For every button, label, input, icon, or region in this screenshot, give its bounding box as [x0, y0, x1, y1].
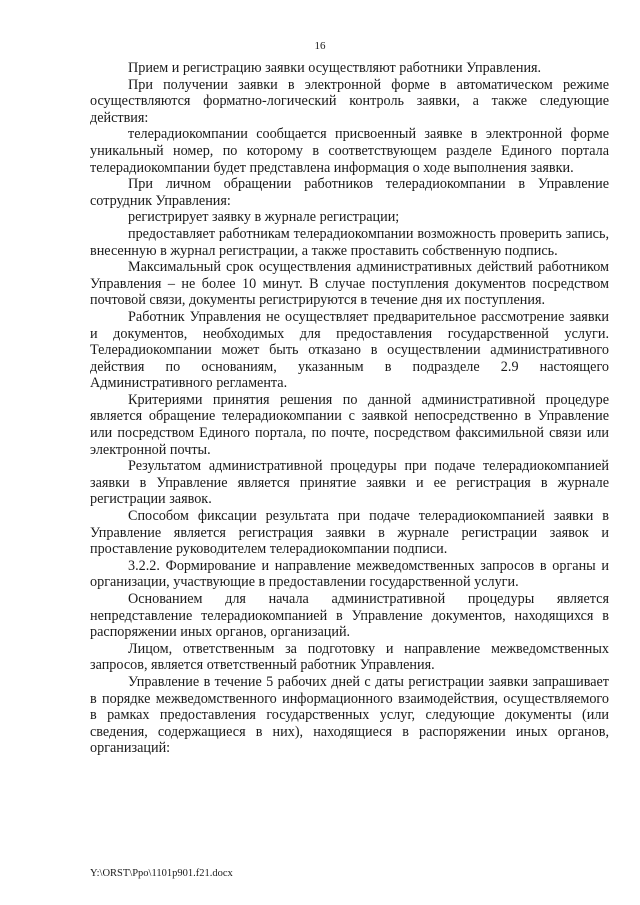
- page-number: 16: [314, 40, 326, 52]
- paragraph-personal-visit: При личном обращении работников телерадиокомпании в Управление сотрудник Управления:: [90, 176, 609, 209]
- paragraph-reception: Прием и регистрацию заявки осуществляют работники Управления.: [128, 60, 542, 76]
- paragraph-section-3-2-2: 3.2.2. Формирование и направление межведомственных запросов в органы и организации, участвующие в предоставлении государственной услуги.: [90, 557, 609, 591]
- paragraph-no-preliminary-review: Работник Управления не осуществляет предварительное рассмотрение заявки и документов, необходимых для предоставления государственной услуги. Телерадиокомпании может быть отказано в осуществлении административного действия по основаниям, указанным в подразделе 2.9 настоящего Административного регламента.: [90, 308, 609, 392]
- paragraph-verify-record: предоставляет работникам телерадиокомпании возможность проверить запись, внесенную в журнал регистрации, а также проставить собственную подпись.: [90, 225, 609, 259]
- paragraph-decision-criteria: Критериями принятия решения по данной административной процедуре является обращение телерадиокомпании с заявкой непосредственно в Управление или посредством Единого портала, по почте, посредством факсимильной связи или электронной почты.: [90, 391, 609, 458]
- paragraph-result-fixation: Способом фиксации результата при подаче телерадиокомпанией заявки в Управление является регистрация заявки в журнале регистрации заявок и проставление руководителем телерадиокомпании подписи.: [90, 508, 609, 558]
- paragraph-register-journal: регистрирует заявку в журнале регистрации;: [128, 209, 400, 226]
- paragraph-procedure-result: Результатом административной процедуры при подаче телерадиокомпанией заявки в Управление является принятие заявки и ее регистрация в журнале регистрации заявок.: [90, 458, 609, 508]
- paragraph-electronic-form: При получении заявки в электронной форме в автоматическом режиме осуществляются форматно-логический контроль заявки, а также следующие действия:: [90, 76, 609, 126]
- paragraph-unique-number: телерадиокомпании сообщается присвоенный заявке в электронной форме уникальный номер, по которому в соответствующем разделе Единого портала телерадиокомпании будет представлена информация о ходе выполнения заявки.: [90, 126, 609, 176]
- paragraph-procedure-basis: Основанием для начала административной процедуры является непредставление телерадиокомпанией в Управление документов, находящихся в распоряжении иных органов, организаций.: [90, 591, 609, 641]
- paragraph-responsible-person: Лицом, ответственным за подготовку и направление межведомственных запросов, является ответственный работник Управления.: [90, 640, 609, 674]
- footer-file-path: Y:\ORST\Ppo\1101p901.f21.docx: [90, 868, 233, 879]
- paragraph-interagency-request: Управление в течение 5 рабочих дней с даты регистрации заявки запрашивает в порядке межведомственного информационного взаимодействия, осуществляемого в рамках предоставления государственных услуг, следующие документы (или сведения, содержащиеся в них), находящиеся в распоряжении иных органов, организаций:: [90, 673, 609, 757]
- paragraph-max-duration: Максимальный срок осуществления административных действий работником Управления – не более 10 минут. В случае поступления документов посредством почтовой связи, документы регистрируются в течение дня их поступления.: [90, 259, 609, 309]
- document-body: [90, 60, 609, 757]
